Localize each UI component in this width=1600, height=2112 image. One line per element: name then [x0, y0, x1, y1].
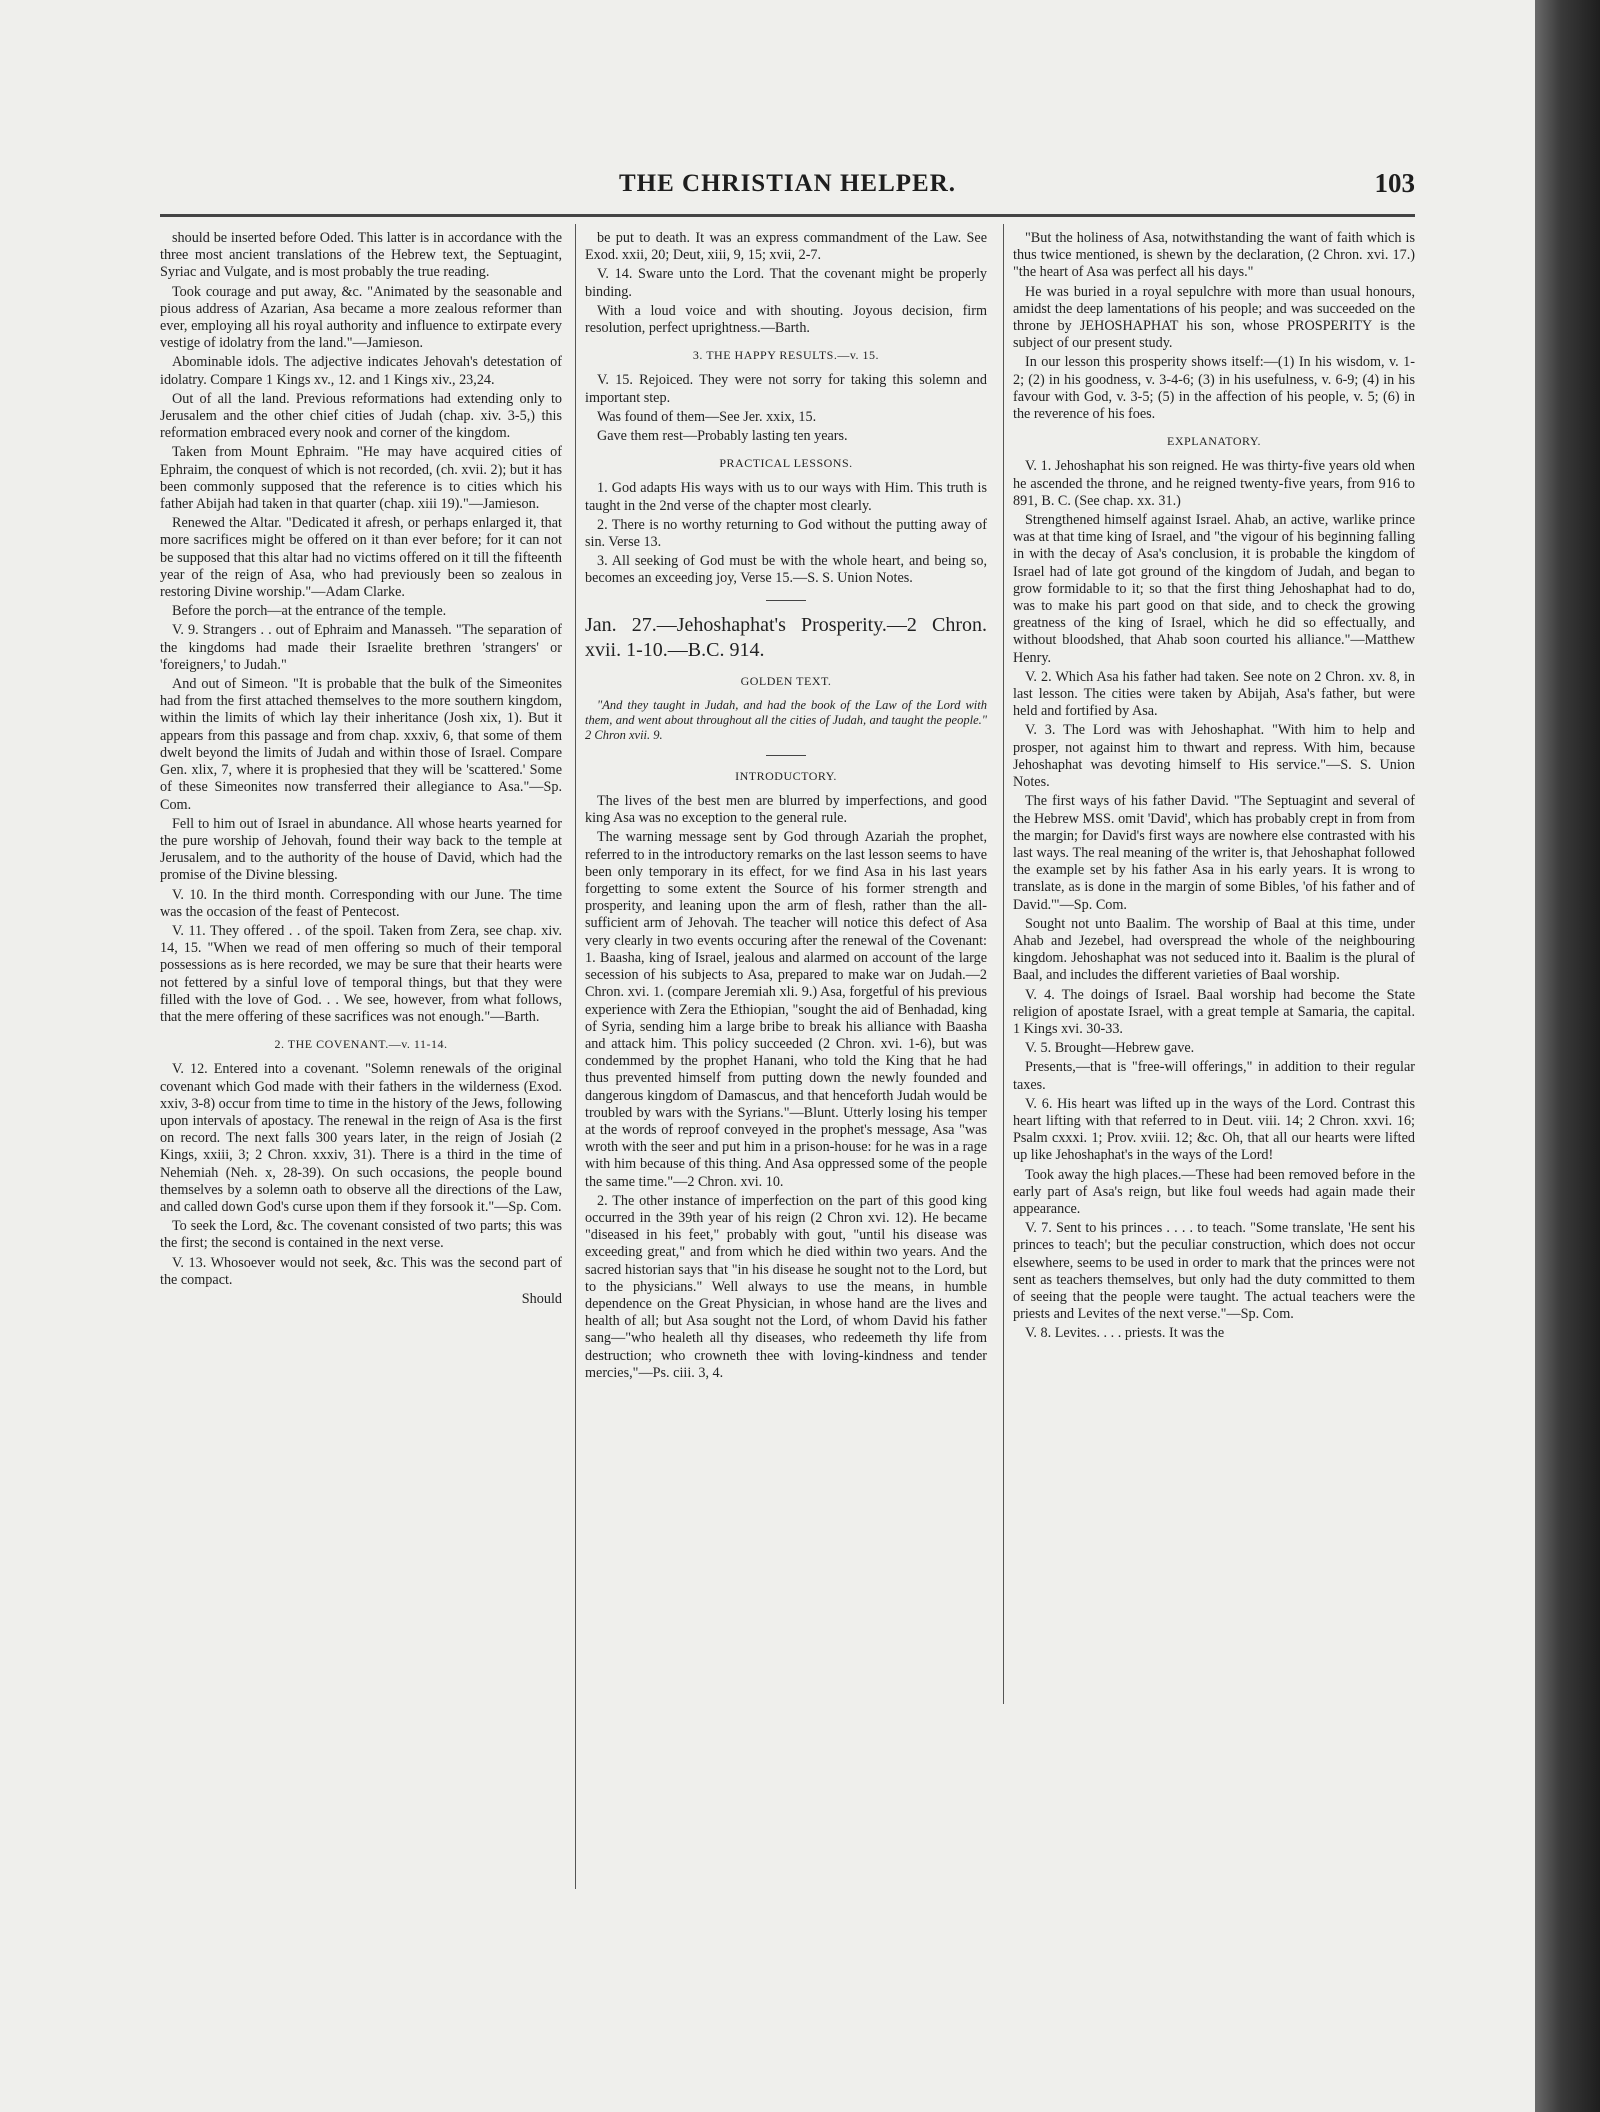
paragraph: should be inserted before Oded. This latter is in accordance with the three most ancient translations of the Hebrew text, the Septuagint, Syriac and Vulgate, and is most probably the true reading.: [160, 230, 562, 281]
paragraph: V. 3. The Lord was with Jehoshaphat. "With him to help and prosper, not against him to thwart and repress. With him, because Jehoshaphat was devoting himself to His service."—S. S. Union Notes.: [1013, 722, 1415, 791]
book-page-edge: [1535, 0, 1600, 2112]
paragraph: V. 14. Sware unto the Lord. That the covenant might be properly binding.: [585, 266, 987, 300]
paragraph: be put to death. It was an express commandment of the Law. See Exod. xxii, 20; Deut, xiii, 9, 15; xvii, 2-7.: [585, 230, 987, 264]
paragraph: 3. All seeking of God must be with the whole heart, and being so, becomes an exceeding joy, Verse 15.—S. S. Union Notes.: [585, 553, 987, 587]
page-header: [160, 168, 1415, 208]
section-heading: 3. THE HAPPY RESULTS.—v. 15.: [692, 348, 880, 363]
section-heading: INTRODUCTORY.: [735, 768, 837, 783]
paragraph: With a loud voice and with shouting. Joyous decision, firm resolution, perfect uprightness.—Barth.: [585, 302, 987, 337]
paragraph: Was found of them—See Jer. xxix, 15.: [597, 408, 817, 425]
column-right: [1013, 230, 1415, 1930]
paragraph: Strengthened himself against Israel. Ahab, an active, warlike prince was at that time king of Israel, and "the vigour of his beginning falling in with the decay of Asa's conclusion, it is probable the kingdom of Israel had of late got ground of the kingdom of Judah, and began to grow formidable to it; so that the first thing Jehoshaphat had to do, was to make his part good on that side, and to check the growing greatness of the king of Israel, which he did so effectually, and without bloodshed, that Ahab soon courted his alliance."—Matthew Henry.: [1013, 512, 1415, 666]
paragraph: V. 4. The doings of Israel. Baal worship had become the State religion of apostate Israel, with a great temple at Samaria, the capital. 1 Kings xvi. 30-33.: [1013, 986, 1415, 1037]
header-rule: [160, 214, 1415, 217]
paragraph: V. 9. Strangers . . out of Ephraim and Manasseh. "The separation of the kingdoms had made their Israelite brethren 'strangers' or 'foreigners,' to Judah.": [160, 622, 562, 673]
paragraph: Gave them rest—Probably lasting ten years.: [597, 428, 848, 445]
paragraph: V. 8. Levites. . . . priests. It was the: [1025, 1325, 1225, 1342]
paragraph: Fell to him out of Israel in abundance. All whose hearts yearned for the pure worship of Jehovah, found their way back to the temple at Jerusalem, and to the authority of the house of David, which had the promise of the Divine blessing.: [160, 815, 562, 884]
catchword: Should: [521, 1290, 562, 1307]
paragraph: V. 12. Entered into a covenant. "Solemn renewals of the original covenant which God made with their fathers in the wilderness (Exod. xxiv, 3-8) occur from time to time in the history of the Jews, following upon intervals of apostacy. The renewal in the reign of Asa is the first on record. The next falls 300 years later, in the reign of Josiah (2 Kings, xxiii, 3; 2 Chron. xxxiv, 31). There is a third in the time of Nehemiah (Neh. x, 28-39). On such occasions, the people bound themselves by a solemn oath to observe all the directions of the Law, and called down God's curse upon them if they forsook it."—Sp. Com.: [160, 1061, 562, 1215]
paragraph: Renewed the Altar. "Dedicated it afresh, or perhaps enlarged it, that more sacrifices might be offered on it than ever before; for it can not be supposed that this altar had no victims offered on it till the fifteenth year of the reign of Asa, who had previously been so zealous in restoring Divine worship."—Adam Clarke.: [160, 515, 562, 601]
paragraph: V. 5. Brought—Hebrew gave.: [1025, 1040, 1195, 1057]
column-rule: [1003, 224, 1004, 1704]
running-title: THE CHRISTIAN HELPER.: [618, 170, 957, 197]
paragraph: Before the porch—at the entrance of the temple.: [172, 603, 447, 620]
paragraph: V. 10. In the third month. Corresponding with our June. The time was the occasion of the feast of Pentecost.: [160, 886, 562, 920]
paragraph: V. 1. Jehoshaphat his son reigned. He was thirty-five years old when he ascended the throne, and he reigned twenty-five years, from 916 to 891, B. C. (See chap. xx. 31.): [1013, 458, 1415, 509]
paragraph: V. 11. They offered . . of the spoil. Taken from Zera, see chap. xiv. 14, 15. "When we read of men offering so much of their temporal possessions as is here recorded, we may be sure that their hearts were not fettered by a sinful love of temporal things, but that they were filled with the love of God. . . We see, however, from what follows, that the mere offering of these sacrifices was not enough."—Barth.: [160, 922, 562, 1025]
paragraph: And out of Simeon. "It is probable that the bulk of the Simeonites had from the first attached themselves to the more southern kingdom, within the limits of which lay their inheritance (Josh xix, 1). But it appears from this passage and from chap. xxxiv, 6, that some of them dwelt beyond the limits of Judah and within those of Israel. Compare Gen. xlix, 7, where it is prophesied that they will be 'scattered.' Some of these Simeonites now transferred their allegiance to Asa."—Sp. Com.: [160, 676, 562, 813]
paragraph: In our lesson this prosperity shows itself:—(1) In his wisdom, v. 1-2; (2) in his goodness, v. 3-4-6; (3) in his usefulness, v. 6-9; (4) in his favour with God, v. 3-5; (5) in the affection of his people, v. 5; (6) in the reverence of his foes.: [1013, 354, 1415, 423]
paragraph: Taken from Mount Ephraim. "He may have acquired cities of Ephraim, the conquest of which is not recorded, (ch. xvii. 2); but it has been commonly supposed that the reference is to cities which his father Abijah had taken in that quarter (chap. xiii 19)."—Jamieson.: [160, 444, 562, 513]
golden-text: "And they taught in Judah, and had the book of the Law of the Lord with them, and went about throughout all the cities of Judah, and taught the people." 2 Chron xvii. 9.: [585, 697, 987, 742]
column-middle: [585, 230, 987, 1930]
section-heading: PRACTICAL LESSONS.: [719, 456, 853, 471]
column-rule: [575, 224, 576, 1889]
paragraph: 2. The other instance of imperfection on the part of this good king occurred in the 39th year of his reign (2 Chron xvi. 12). He became "diseased in his feet," probably with gout, "until his disease was exceeding great," and from which he died within two years. And the sacred historian says that "in his disease he sought not to the Lord, but to the physicians." Well always to use the means, in humble dependence on the Great Physician, in whose hand are the lives and health of all; but Asa sought not the Lord, of whom David his father sang—"who healeth all thy diseases, who redeemeth thy life from destruction; who crowneth thee with loving-kindness and tender mercies,"—Ps. ciii. 3, 4.: [585, 1192, 987, 1381]
divider: [766, 755, 806, 756]
section-heading: EXPLANATORY.: [1167, 434, 1261, 449]
paragraph: V. 15. Rejoiced. They were not sorry for taking this solemn and important step.: [585, 372, 987, 406]
paragraph: V. 2. Which Asa his father had taken. See note on 2 Chron. xv. 8, in last lesson. The cities were taken by Abijah, Asa's father, but were held and fortified by Asa.: [1013, 668, 1415, 720]
paragraph: 1. God adapts His ways with us to our ways with Him. This truth is taught in the 2nd verse of the chapter most clearly.: [585, 480, 987, 514]
paragraph: Took courage and put away, &c. "Animated by the seasonable and pious address of Azarian, Asa became a more zealous reformer than ever, employing all his royal authority and influence to extirpate every vestige of idolatry from the land."—Jamieson.: [160, 283, 562, 352]
paragraph: 2. There is no worthy returning to God without the putting away of sin. Verse 13.: [585, 516, 987, 551]
paragraph: The first ways of his father David. "The Septuagint and several of the Hebrew MSS. omit 'David', which has probably crept in from from the margin; for David's first ways are nowhere else contrasted with his last ways. The real meaning of the writer is, that Jehoshaphat followed the example set by his father Asa in his early years. It is wrong to translate, as is done in the margin of some Bibles, 'of his father and of David.'"—Sp. Com.: [1013, 793, 1415, 913]
paragraph: Out of all the land. Previous reformations had extending only to Jerusalem and the other chief cities of Judah (chap. xiv. 3-5,) this reformation embraced every nook and corner of the kingdom.: [160, 390, 562, 442]
paragraph: V. 7. Sent to his princes . . . . to teach. "Some translate, 'He sent his princes to teach'; but the peculiar construction, which does not occur elsewhere, seems to be used in order to mark that the princes were not sent as teachers themselves, but only had the duty committed to them of seeing that the people were taught. The actual teachers were the priests and Levites of the next verse."—Sp. Com.: [1013, 1220, 1415, 1323]
paragraph: Presents,—that is "free-will offerings," in addition to their regular taxes.: [1013, 1059, 1415, 1093]
column-left: [160, 230, 562, 1930]
divider: [766, 600, 806, 601]
paragraph: He was buried in a royal sepulchre with more than usual honours, amidst the deep lamentations of his people; and was succeeded on the throne by JEHOSHAPHAT his son, whose PROSPERITY is the subject of our present study.: [1013, 283, 1415, 352]
section-heading: GOLDEN TEXT.: [740, 673, 832, 688]
paragraph: V. 6. His heart was lifted up in the ways of the Lord. Contrast this heart lifting with that referred to in Deut. viii. 14; 2 Chron. xxvi. 16; Psalm cxxxi. 1; Prov. xviii. 12; &c. Oh, that all our hearts were lifted up like Jehoshaphat's in the ways of the Lord!: [1013, 1095, 1415, 1164]
paragraph: "But the holiness of Asa, notwithstanding the want of faith which is thus twice mentioned, is shewn by the declaration, (2 Chron. xvi. 17.) "the heart of Asa was perfect all his days.": [1013, 230, 1415, 281]
paragraph: Abominable idols. The adjective indicates Jehovah's detestation of idolatry. Compare 1 Kings xv., 12. and 1 Kings xiv., 23,24.: [160, 354, 562, 388]
page-number: 103: [1374, 168, 1415, 198]
paragraph: Sought not unto Baalim. The worship of Baal at this time, under Ahab and Jezebel, had overspread the whole of the neighbouring kingdom. Jehoshaphat was not seduced into it. Baalim is the plural of Baal, and includes the different varieties of Baal worship.: [1013, 915, 1415, 984]
paragraph: The warning message sent by God through Azariah the prophet, referred to in the introductory remarks on the last lesson seems to have been only temporary in its effect, for we find Asa in his last years forgetting to some extent the Source of his former strength and prosperity, and leaning upon the arm of flesh, rather than the all-sufficient arm of Jehovah. The teacher will notice this defect of Asa very clearly in two events occuring after the renewal of the Covenant: 1. Baasha, king of Israel, jealous and alarmed on account of the large secession of his subjects to Asa, prepared to make war on Judah.—2 Chron. xvi. 1. (compare Jeremiah xli. 9.) Asa, forgetful of his previous experience with Zera the Ethiopian, "sought the aid of Benhadad, king of Syria, sending him a large bribe to break his alliance with Baasha and attack him. This policy succeeded (2 Chron. xvi. 1-6), but was condemmed by the prophet Hanani, who told the King that he had thus prevented himself from putting down the newly founded and dangerous kingdom of Damascus, and that henceforth Judah would be troubled by wars with the Syrians."—Blunt. Utterly losing his temper at the words of reproof conveyed in the prophet's message, Asa "was wroth with the seer and put him in a prison-house: for he was in a rage with him because of this thing. And Asa oppressed some of the people the same time."—2 Chron. xvi. 10.: [585, 829, 987, 1190]
paragraph: To seek the Lord, &c. The covenant consisted of two parts; this was the first; the second is contained in the next verse.: [160, 1218, 562, 1252]
lesson-title: Jan. 27.—Jehoshaphat's Prosperity.—2 Chron. xvii. 1-10.—B.C. 914.: [585, 613, 987, 661]
paragraph: V. 13. Whosoever would not seek, &c. This was the second part of the compact.: [160, 1254, 562, 1288]
section-heading: 2. THE COVENANT.—v. 11-14.: [274, 1037, 448, 1052]
paragraph: Took away the high places.—These had been removed before in the early part of Asa's reign, but like foul weeds had again made their appearance.: [1013, 1166, 1415, 1217]
paragraph: The lives of the best men are blurred by imperfections, and good king Asa was no exception to the general rule.: [585, 793, 987, 827]
